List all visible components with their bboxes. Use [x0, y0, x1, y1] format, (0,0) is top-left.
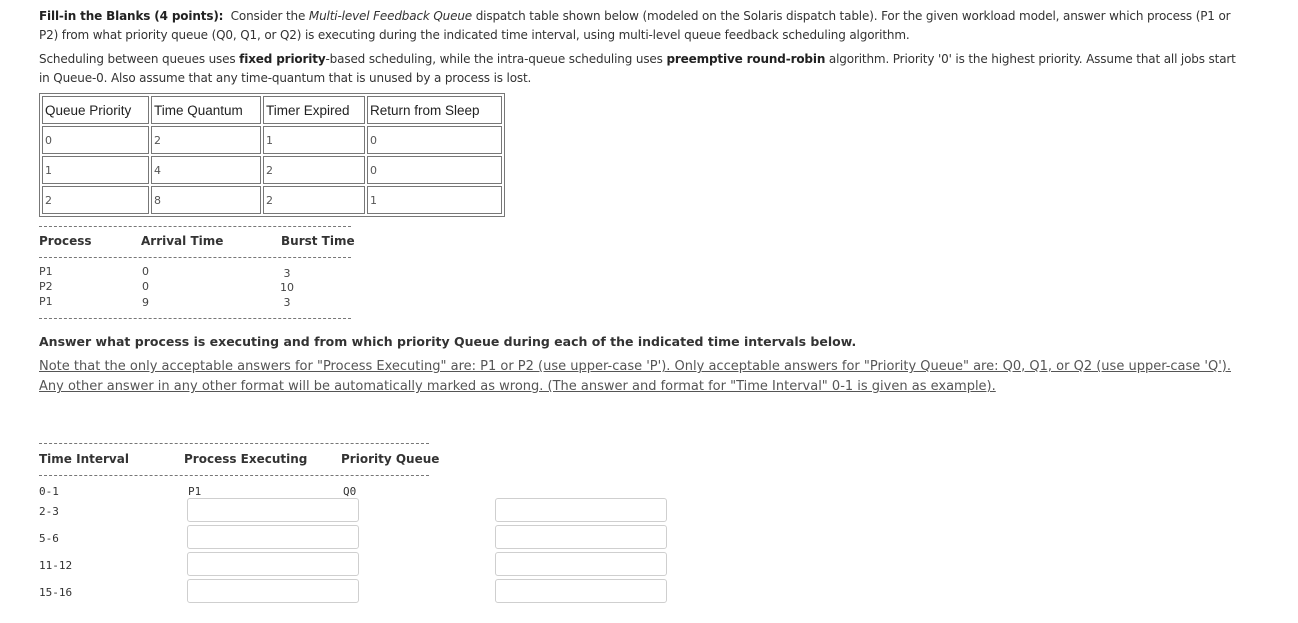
dispatch-row — [42, 186, 502, 214]
rules-text-3: algorithm. Priority '0' is the highest priority. Assume that all jobs start in Queue-0. Also assume that any time-quantum that is unused by a process is lost. — [39, 52, 1236, 85]
arrival-cell: 0 — [142, 280, 149, 293]
rules-paragraph — [39, 50, 1244, 88]
priority-queue-input[interactable] — [495, 579, 667, 603]
time-interval-header: Time Interval — [39, 452, 129, 466]
priority-queue-input[interactable] — [495, 525, 667, 549]
time-interval-cell: 11-12 — [39, 559, 73, 572]
example-process: P1 — [188, 485, 202, 498]
answer-instruction: Answer what process is executing and from which priority Queue during each of the indicated time intervals below. — [39, 334, 857, 349]
dispatch-header: Queue Priority — [42, 96, 149, 124]
process-table-rule-bottom — [39, 318, 351, 319]
rules-text-1: Scheduling between queues uses — [39, 52, 240, 66]
rules-bold-1: fixed priority — [239, 52, 326, 66]
process-executing-input[interactable] — [187, 579, 359, 603]
dispatch-cell: 4 — [151, 156, 261, 184]
dispatch-table — [39, 93, 505, 217]
intro-text-1: Consider the — [230, 9, 309, 23]
process-cell: P1 — [39, 265, 53, 278]
arrival-header: Arrival Time — [141, 234, 224, 248]
process-executing-input[interactable] — [187, 498, 359, 522]
burst-header: Burst Time — [281, 234, 355, 248]
burst-cell: 3 — [283, 296, 291, 309]
process-header: Process — [39, 234, 92, 248]
dispatch-cell: 0 — [42, 126, 149, 154]
example-queue: Q0 — [343, 485, 357, 498]
dispatch-cell: 8 — [151, 186, 261, 214]
intro-text-2: dispatch table shown below (modeled on the Solaris dispatch table). For the given workload model, answer which process (P1 or P2) from what priority queue (Q0, Q1, or Q2) is executing during the indicated time interval, using multi-level queue feedback scheduling algorithm. — [39, 9, 1231, 42]
intro-paragraph — [39, 7, 1244, 45]
intro-emph: Multi-level Feedback Queue — [308, 9, 473, 23]
answer-table-rule-top — [39, 443, 429, 444]
intro-label: Fill-in the Blanks (4 points): — [39, 9, 224, 23]
process-table-rule-mid — [39, 257, 351, 258]
dispatch-cell: 2 — [151, 126, 261, 154]
dispatch-header: Time Quantum — [151, 96, 261, 124]
dispatch-cell: 0 — [367, 156, 502, 184]
time-interval-cell: 5-6 — [39, 532, 59, 545]
time-interval-cell: 15-16 — [39, 586, 73, 599]
rules-bold-2: preemptive round-robin — [666, 52, 826, 66]
rules-text-2: -based scheduling, while the intra-queue scheduling uses — [325, 52, 667, 66]
dispatch-cell: 2 — [263, 186, 365, 214]
answer-note: Note that the only acceptable answers for "Process Executing" are: P1 or P2 (use upper-case 'P'). Only acceptable answers for "Priority Queue" are: Q0, Q1, or Q2 (use upper-case 'Q'). Any other answer in any other format will be automatically marked as wrong. (The answer and format for "Time Interval" 0-1 is given as example). — [39, 359, 1231, 394]
priority-queue-header: Priority Queue — [341, 452, 440, 466]
process-table-rule-top — [39, 226, 351, 227]
process-cell: P2 — [39, 280, 53, 293]
arrival-cell: 0 — [142, 265, 149, 278]
dispatch-header: Timer Expired — [263, 96, 365, 124]
arrival-cell: 9 — [142, 296, 149, 309]
priority-queue-input[interactable] — [495, 552, 667, 576]
dispatch-header: Return from Sleep — [367, 96, 502, 124]
burst-cell: 10 — [280, 281, 294, 294]
process-executing-header: Process Executing — [184, 452, 308, 466]
burst-cell: 3 — [283, 267, 291, 280]
dispatch-row — [42, 126, 502, 154]
answer-table-rule-mid — [39, 475, 429, 476]
dispatch-cell: 2 — [42, 186, 149, 214]
dispatch-cell: 1 — [42, 156, 149, 184]
dispatch-cell: 1 — [367, 186, 502, 214]
dispatch-cell: 2 — [263, 156, 365, 184]
process-cell: P1 — [39, 295, 53, 308]
dispatch-header-row — [42, 96, 502, 124]
process-executing-input[interactable] — [187, 552, 359, 576]
priority-queue-input[interactable] — [495, 498, 667, 522]
process-executing-input[interactable] — [187, 525, 359, 549]
time-interval-cell: 2-3 — [39, 505, 59, 518]
time-interval-cell: 0-1 — [39, 485, 59, 498]
dispatch-cell: 0 — [367, 126, 502, 154]
dispatch-row — [42, 156, 502, 184]
dispatch-cell: 1 — [263, 126, 365, 154]
